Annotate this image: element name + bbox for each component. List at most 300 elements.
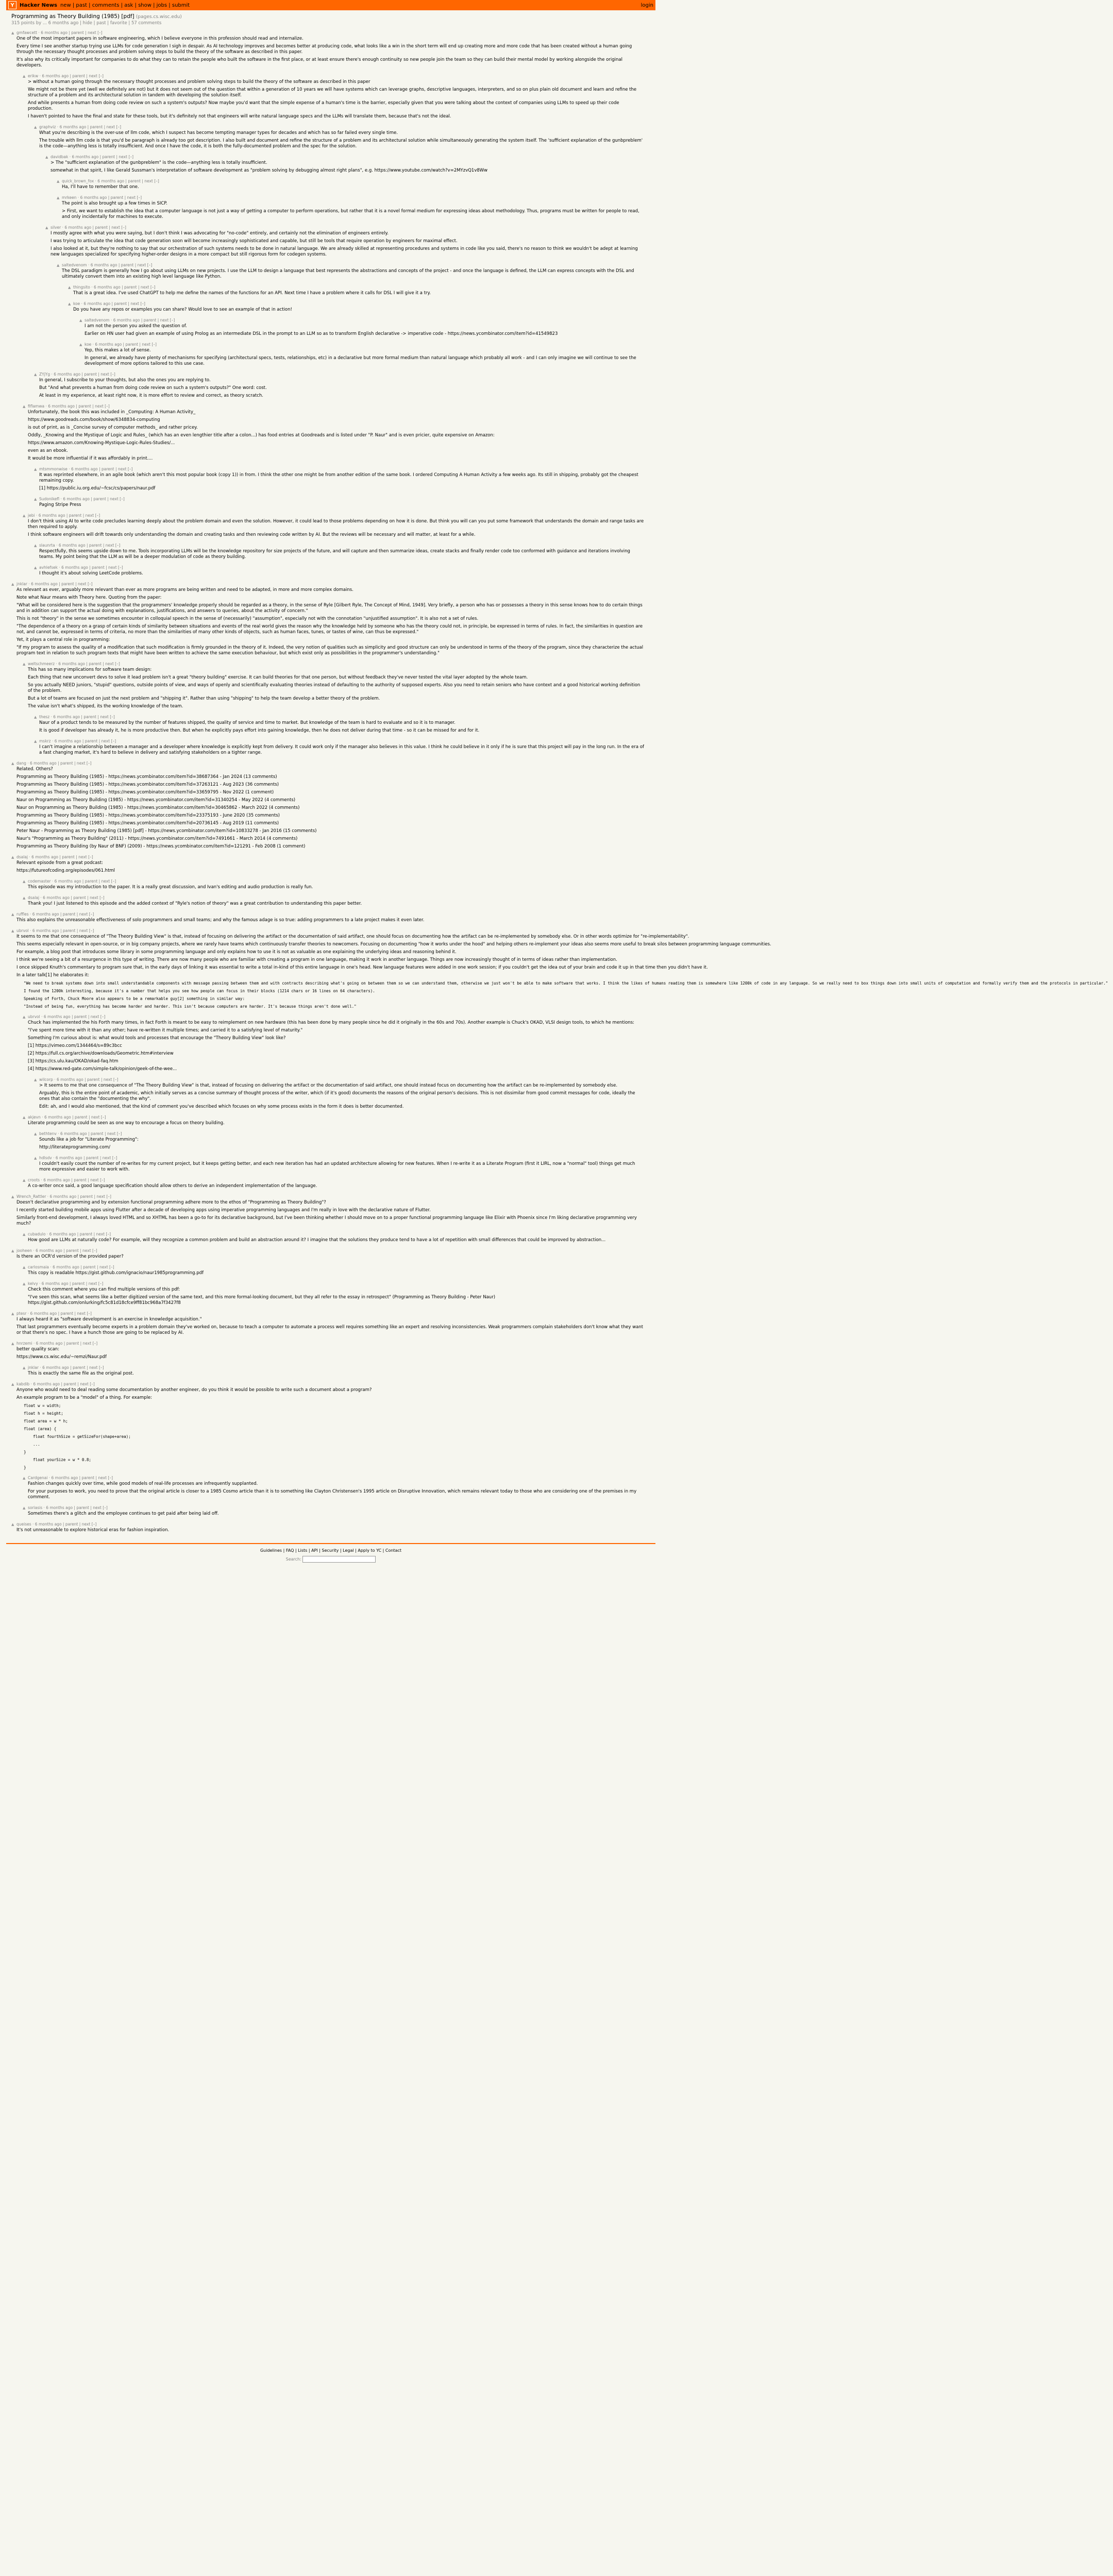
comment-paragraph: One of the most important papers in software engineering, which I believe everyone in this profession should read and internalize. xyxy=(16,36,303,41)
nav-link-submit[interactable]: submit xyxy=(172,2,190,8)
comment-paragraph: Oddly, _Knowing and the Mystique of Logic and Rules_ (which has an even lengthier title after a colon...) has food entries at Goodreads and is listed under "P. Naur" and is even pricier, quite expensive on Amazon: xyxy=(28,433,495,438)
search-input[interactable] xyxy=(302,1556,376,1563)
upvote-arrow-icon[interactable]: ▲ xyxy=(11,1249,14,1253)
comment-paragraph: An example program to be a "model" of a thing. For example: xyxy=(16,1395,153,1400)
comment-body xyxy=(28,513,650,540)
comment-body xyxy=(50,225,650,260)
upvote-arrow-icon[interactable]: ▲ xyxy=(23,1178,26,1182)
comment-body xyxy=(28,1505,650,1519)
comment-paragraph: I thought it's about solving LeetCode problems. xyxy=(39,571,143,576)
comment xyxy=(11,1380,650,1474)
comment-paragraph: I can't imagine a relationship between a manager and a developer where knowledge is explicitly kept from delivery. It could work only if the manager also believes in this value. I think he could believe in it only if he is sure that this project will pay in the long run. In the era of a fast changing market, it's hard to believe in delivery and satisfying stakeholders on a tighter range. xyxy=(39,744,645,755)
comment-head[interactable]: davidbak · 6 months ago | parent | next [–] xyxy=(50,155,134,159)
comment xyxy=(11,465,650,495)
comment-head[interactable]: cubadulo · 6 months ago | parent | next [–] xyxy=(28,1232,111,1236)
comment xyxy=(11,1193,650,1230)
upvote-arrow-icon[interactable]: ▲ xyxy=(23,896,26,900)
comment-head[interactable]: ubrvol · 6 months ago | parent | next [–] xyxy=(28,1014,106,1019)
comment-head[interactable]: carlosmaia · 6 months ago | parent | next [–] xyxy=(28,1265,114,1269)
comment-body xyxy=(16,30,650,71)
comment xyxy=(11,29,650,72)
comment xyxy=(11,1263,650,1280)
comment-paragraph: In a later talk[1] he elaborates it: xyxy=(16,973,90,978)
comment-paragraph: somewhat in that spirit, I like Gerald Sussman's interpretation of software development as "problem solving by debugging almost right plans", e.g. https://www.youtube.com/watch?v=2MYzvQ1v8Ww xyxy=(50,168,488,173)
upvote-arrow-icon[interactable]: ▲ xyxy=(23,662,26,666)
code-line: "Instead of being fun, everything has become harder and harder. This isn't because computers are harder. It's because things aren't done well." xyxy=(24,1004,357,1009)
comment-text xyxy=(16,1347,645,1360)
comment-body xyxy=(62,195,650,222)
upvote-arrow-icon[interactable]: ▲ xyxy=(34,566,37,570)
upvote-arrow-icon[interactable]: ▲ xyxy=(23,404,26,409)
comment-body xyxy=(39,467,650,494)
comment-paragraph: Something I'm curious about is: what would tools and processes that encourage the "Theory Building View" look like? xyxy=(28,1036,286,1041)
upvote-arrow-icon[interactable]: ▲ xyxy=(11,1342,14,1346)
comment-paragraph: [1] https://vimeo.com/1344464/s=89c3bcc xyxy=(28,1043,122,1048)
nav-link-jobs[interactable]: jobs xyxy=(156,2,167,8)
comment xyxy=(11,194,650,224)
footer xyxy=(6,1543,655,1573)
nav-link-new[interactable]: new xyxy=(60,2,71,8)
comment-body xyxy=(16,761,650,852)
nav-link-comments[interactable]: comments xyxy=(92,2,120,8)
upvote-arrow-icon[interactable]: ▲ xyxy=(11,1382,14,1386)
comment-body xyxy=(16,1248,650,1262)
comment-paragraph: > without a human going through the necessary thought processes and problem solving steps to build the theory of the software as described in this paper xyxy=(28,79,370,84)
comment-head[interactable]: saltedvenom · 6 months ago | parent | next [–] xyxy=(62,263,153,267)
comment-body xyxy=(85,318,650,339)
nav-separator: | xyxy=(133,2,139,8)
upvote-arrow-icon[interactable]: ▲ xyxy=(11,761,14,766)
code-line: float h = height; xyxy=(24,1411,63,1416)
comment xyxy=(11,1130,650,1154)
comment-head[interactable]: silver · 6 months ago | parent | next [–] xyxy=(50,225,126,230)
comment-body xyxy=(28,895,650,909)
comment xyxy=(11,894,650,910)
upvote-arrow-icon[interactable]: ▲ xyxy=(34,372,37,377)
comment-body xyxy=(28,1232,650,1245)
comment-head[interactable]: ZYjYg · 6 months ago | parent | next [–] xyxy=(39,372,115,377)
comment xyxy=(11,341,650,370)
comment-head[interactable]: mtsmmonwise · 6 months ago | parent | next [–] xyxy=(39,467,133,471)
comment-body xyxy=(39,715,650,736)
upvote-arrow-icon[interactable]: ▲ xyxy=(34,125,37,129)
upvote-arrow-icon[interactable]: ▲ xyxy=(57,179,60,183)
comment xyxy=(11,1013,650,1076)
comment xyxy=(11,927,1108,1013)
comment-body xyxy=(16,582,650,658)
comment xyxy=(11,1230,650,1247)
comment-paragraph: Arguably, this is the entire point of academic, which initially serves as a concise summary of thought process of the writer, which (if it's good) documents the reasons of the original person's decisions. This is not dissimilar from good commit messages for code, ideally the ones that also contain the "documenting the why". xyxy=(39,1091,635,1101)
comment-paragraph: The trouble with llm code is that you'd be paragraph is already too got description. I also built and document and refine the structure of a problem and its architectural solution while simultaneously generating the system itself. The 'sufficient explanation of the gunbpreblem' is the code—anything less is totally insufficient. And once I have the code, it is both the fully-documented problem and the spec for the solution. xyxy=(39,138,643,149)
upvote-arrow-icon[interactable]: ▲ xyxy=(23,1265,26,1269)
comment-paragraph: Related. Others? xyxy=(16,767,53,772)
comment-paragraph: In general, I subscribe to your thoughts, but also the ones you are replying to. xyxy=(39,378,211,383)
comment-paragraph: Literate programming could be seen as one way to encourage a focus on theory building. xyxy=(28,1121,225,1126)
comment-head[interactable]: ubrvol · 6 months ago | parent | next [–] xyxy=(16,928,94,933)
upvote-arrow-icon[interactable]: ▲ xyxy=(11,582,14,586)
comment-paragraph: I also looked at it, but they're nothing to say that our orchestration of such systems needs to be done in natural language. We are already skilled at representing procedures and systems in code like you said, there's no reason to think we wouldn't be adept at learning new languages specialized for specifying higher-order designs in a more compact but still rigorous form for codegen systems. xyxy=(50,246,638,257)
comment-paragraph: For your purposes to work, you need to prove that the original article is closer to a 1985 Cosmo article than it is to something like Clayton Christensen's 1995 article on Disruptive Innovation, which remains relevant today to those who are considering one of the premises in my comment. xyxy=(28,1489,637,1500)
comment-paragraph: For example, a blog post that introduces some library in some programming language and only explains how to use it is not as valuable as one explaining the underlying ideas and reasoning behind it. xyxy=(16,950,457,955)
comment xyxy=(11,737,650,759)
upvote-arrow-icon[interactable]: ▲ xyxy=(68,285,71,290)
comment-body xyxy=(16,1522,650,1535)
comment-text xyxy=(39,1161,645,1173)
comment-paragraph: This copy is readable https://gist.github.com/ignacio/naur1985programming.pdf xyxy=(28,1270,204,1276)
comment-head[interactable]: fiflamwa · 6 months ago | parent | next [–] xyxy=(28,404,110,409)
comment-paragraph: Programming as Theory Building (1985) - https://news.ycombinator.com/item?id=20736145 - Aug 2019 (11 comments) xyxy=(16,821,279,826)
upvote-arrow-icon[interactable]: ▲ xyxy=(34,1132,37,1136)
upvote-arrow-icon[interactable]: ▲ xyxy=(23,1232,26,1236)
comment-head[interactable]: hdlsdv · 6 months ago | parent | next [–] xyxy=(39,1156,117,1160)
code-line: float fourthSize = getSizeFor(shape+area); xyxy=(24,1434,131,1439)
comment-paragraph: Is there an OCR'd version of the provided paper? xyxy=(16,1254,124,1259)
comment-paragraph: Programming as Theory Building (1985) - https://news.ycombinator.com/item?id=38687364 - Jan 2024 (13 comments) xyxy=(16,774,277,779)
comment xyxy=(11,1364,650,1380)
comment-text xyxy=(62,268,645,280)
comment-text xyxy=(16,1254,645,1260)
code-line: "We need to break systems down into small understandable components with message passing between them and with contracts describing what's going on between them so we can understand them, otherwise we just won't be able to make software that works. I think the likes of humans reading them is somewhere like 1200k of code in any language. So we really need to box things down into small units of computation and formally verify them and the protocols in particular." xyxy=(24,981,1108,986)
upvote-arrow-icon[interactable]: ▲ xyxy=(34,497,37,501)
comment-text xyxy=(73,291,645,296)
comment-paragraph: Respectfully, this seems upside down to me. Tools incorporating LLMs will be the knowledge repository for size projects of the future, and will capture and then summarize ideas, create stacks and finally render code too conformed with guidance and iterations involving teams. My point being that the LLM as will be a deeper modulation of code as theory building. xyxy=(39,549,630,560)
upvote-arrow-icon[interactable]: ▲ xyxy=(23,879,26,884)
comment-head[interactable]: dang · 6 months ago | parent | next [–] xyxy=(16,761,92,766)
footer-search xyxy=(6,1556,655,1563)
comment-text xyxy=(16,1200,645,1227)
comment-paragraph: "I've seen this scan, what seems like a better digitized version of the same text, and this more formal-looking document, but they all refer to the essay in retrospect" (Programming as Theory Building - Peter Naur) https://gist.github.com/onlurking/fc5c81d18cfce9ff81bc968a7f3427f8 xyxy=(28,1295,496,1306)
upvote-arrow-icon[interactable]: ▲ xyxy=(34,1078,37,1082)
comment-text xyxy=(62,201,645,220)
upvote-arrow-icon[interactable]: ▲ xyxy=(23,1282,26,1286)
comment-paragraph: This also explains the unreasonable effectiveness of solo programmers and small teams; and why the famous adage is so true: adding programmers to a late project makes it even later. xyxy=(16,918,425,923)
comment-text xyxy=(39,472,645,492)
comment-paragraph: "The dependence of a theory on a grasp of certain kinds of similarity between situations and events of the real world gives the reason why the knowledge held by someone who has the theory could not, in principle, be expressed in terms of rules. In fact, the similarities in question are not, and cannot be, expressed in terms of criteria, no more than the similarities of many other kinds of objects, such as human faces, tunes, or tastes of wine, can thus be expressed." xyxy=(16,624,643,635)
comment-paragraph: I think software engineers will drift towards only understanding the domain and creating tasks and then reviewing code written by AI. But the reviews will be necessary and will matter, at least for a while. xyxy=(28,532,476,537)
comment-head[interactable]: koe · 6 months ago | parent | next [–] xyxy=(73,301,145,306)
comment-text xyxy=(28,901,645,907)
comment-head[interactable]: croots · 6 months ago | parent | next [–] xyxy=(28,1178,105,1182)
comment-text xyxy=(39,549,645,560)
comment-head[interactable]: avhlefsek · 6 months ago | parent | next [–] xyxy=(39,565,123,570)
site-brand[interactable]: Hacker News xyxy=(20,2,57,8)
logo-icon[interactable]: Y xyxy=(8,1,16,9)
comment-paragraph: Paging Stripe Press xyxy=(39,502,81,507)
upvote-arrow-icon[interactable]: ▲ xyxy=(79,318,82,323)
comment-paragraph: The value isn't what's shipped, its the working knowledge of the team. xyxy=(28,704,183,709)
upvote-arrow-icon[interactable]: ▲ xyxy=(11,855,14,859)
comment-body xyxy=(62,263,650,282)
upvote-arrow-icon[interactable]: ▲ xyxy=(23,1366,26,1370)
comment-body xyxy=(16,1194,650,1229)
comment-text xyxy=(39,130,645,149)
comment xyxy=(11,261,650,283)
upvote-arrow-icon[interactable]: ▲ xyxy=(11,1195,14,1199)
comment-paragraph: How good are LLMs at naturally code? For example, will they recognize a common problem and build an abstraction around it? I imagine that the solutions they produce tend to have a lot of repetition with small differences that could be improved by abstraction... xyxy=(28,1238,606,1243)
comment xyxy=(11,1474,650,1504)
comment xyxy=(11,512,650,541)
upvote-arrow-icon[interactable]: ▲ xyxy=(11,31,14,35)
comment-text xyxy=(28,79,645,120)
comment-head[interactable]: dsalaj · 6 months ago | parent | next [–] xyxy=(28,895,105,900)
comment-head[interactable]: jnklar · 6 months ago | parent | next [–] xyxy=(16,582,93,586)
upvote-arrow-icon[interactable]: ▲ xyxy=(34,467,37,471)
comment-head[interactable]: codemaster · 6 months ago | parent | next [–] xyxy=(28,879,116,884)
comment-paragraph: This is not "theory" in the sense we sometimes encounter in colloquial speech in the sense of (necessarily) "assumption", especially not with the connotation "unjustified assumption". It is also not a set of rules. xyxy=(16,616,479,621)
comment-paragraph: is out of print, as is _Concise survey of computer methods_ and rather pricey. xyxy=(28,425,198,430)
top-bar xyxy=(6,0,655,10)
comment-paragraph: [1] https://public.iu.org.edu/~fcsc/cs/papers/naur.pdf xyxy=(39,486,156,491)
code-line: float area = w * h; xyxy=(24,1419,68,1423)
comment-body xyxy=(16,1311,650,1338)
comment-head[interactable]: mskrz · 6 months ago | parent | next [–] xyxy=(39,739,116,743)
comment-paragraph: [2] https://full.cs.org/archive/downloads/Geometric.htm#interview xyxy=(28,1051,174,1056)
comment-text xyxy=(16,1528,645,1533)
comment-text xyxy=(73,307,645,313)
upvote-arrow-icon[interactable]: ▲ xyxy=(23,1476,26,1480)
comment-body xyxy=(28,1265,650,1278)
comment-text xyxy=(39,502,645,508)
login-link[interactable]: login xyxy=(640,2,653,8)
comment-text xyxy=(28,1481,645,1500)
story xyxy=(6,10,655,28)
comment xyxy=(11,910,650,927)
comment-head[interactable]: mrkeen · 6 months ago | parent | next [–] xyxy=(62,195,142,200)
comment-body xyxy=(28,1365,650,1379)
comment-paragraph: > First, we want to establish the idea that a computer language is not just a way of getting a computer to perform operations, but rather that it is a novel formal medium for expressing ideas about methodology. Thus, programs must be written for people to read, and only incidentally for machines to execute. xyxy=(62,209,639,219)
comment-text xyxy=(50,160,645,174)
upvote-arrow-icon[interactable]: ▲ xyxy=(11,912,14,917)
comment-text xyxy=(28,1183,645,1189)
comment-text xyxy=(28,667,645,709)
comment-head[interactable]: koe · 6 months ago | parent | next [–] xyxy=(85,342,157,347)
comment-head[interactable]: jooheen · 6 months ago | parent | next [–] xyxy=(16,1248,97,1253)
comment xyxy=(11,495,650,512)
upvote-arrow-icon[interactable]: ▲ xyxy=(34,544,37,548)
nav-separator: | xyxy=(151,2,157,8)
comment-text xyxy=(16,860,645,874)
nav-link-show[interactable]: show xyxy=(138,2,151,8)
comment xyxy=(11,123,650,153)
comment-body xyxy=(50,155,650,176)
upvote-arrow-icon[interactable]: ▲ xyxy=(23,1115,26,1120)
comment-text xyxy=(28,1121,645,1126)
upvote-arrow-icon[interactable]: ▲ xyxy=(11,1522,14,1527)
comment-paragraph: https://www.goodreads.com/book/show/6348834-computing xyxy=(28,417,160,422)
code-line: Speaking of Forth, Chuck Moore also appears to be a remarkable guy[2] something in similar way: xyxy=(24,996,245,1001)
comment-text xyxy=(16,767,645,850)
comment xyxy=(11,713,650,737)
comment-paragraph: A co-writer once said, a good language specification should allow others to derive an independent implementation of the language. xyxy=(28,1183,317,1189)
code-line: float w = width; xyxy=(24,1403,61,1408)
nav-link-ask[interactable]: ask xyxy=(124,2,133,8)
comment-tree xyxy=(6,28,1108,1538)
comment xyxy=(11,316,650,341)
comment-head[interactable]: Cardgenai · 6 months ago | parent | next [–] xyxy=(28,1476,113,1480)
comment-paragraph: I mostly agree with what you were saying, but I don't think I was advocating for "no-code" entirely, and certainly not the elimination of engineers entirely. xyxy=(50,231,389,236)
comment-paragraph: Yep, this makes a lot of sense. xyxy=(85,348,151,353)
code-line: } xyxy=(24,1450,26,1454)
comment-paragraph: > The "sufficient explanation of the gunbpreblem" is the code—anything less is totally insufficient. xyxy=(50,160,267,165)
upvote-arrow-icon[interactable]: ▲ xyxy=(57,196,60,200)
comment-head[interactable]: jnklar · 6 months ago | parent | next [–] xyxy=(28,1365,104,1370)
comment xyxy=(11,580,650,660)
story-domain[interactable]: (pages.cs.wisc.edu) xyxy=(136,14,182,20)
comment-text xyxy=(39,571,645,577)
upvote-arrow-icon[interactable]: ▲ xyxy=(34,739,37,743)
comment-text xyxy=(28,519,645,538)
comment-text xyxy=(16,1387,645,1470)
upvote-arrow-icon[interactable]: ▲ xyxy=(34,715,37,719)
nav-separator: | xyxy=(119,2,125,8)
comment-head[interactable]: thesz · 6 months ago | parent | next [–] xyxy=(39,715,115,719)
comment-text xyxy=(16,587,645,656)
comment-paragraph: It was reprinted elsewhere, in an agile book (which aren't this most popular book (copy 1)) in from. I think the other one might be from another edition of the same book. I ordered Computing A Human Activity a few weeks ago. Its still in shipping, probably got the cheapest remaining copy. xyxy=(39,472,638,483)
comment-body xyxy=(62,179,650,192)
comment-body xyxy=(73,285,650,298)
comment-head[interactable]: hnrzemi · 6 months ago | parent | next [–] xyxy=(16,1341,98,1346)
comment-head[interactable]: slaunrta · 6 months ago | parent | next [–] xyxy=(39,543,121,548)
upvote-arrow-icon[interactable]: ▲ xyxy=(11,1312,14,1316)
comment-text xyxy=(28,1238,645,1243)
comment-paragraph: We might not be there yet (well we definitely are not) but it does not seem out of the question that within a generation of 10 years we will have systems which can leverage graphs, descriptive languages, interpreters, and so on plus plain old document and learn and refine the structure of a problem and its architectural solution in tandem with developing the solution itself. xyxy=(28,87,637,98)
comment-text xyxy=(39,378,645,399)
upvote-arrow-icon[interactable]: ▲ xyxy=(79,343,82,347)
comment-paragraph: It would be more influential if it was affordably in print.... xyxy=(28,456,153,461)
comment-paragraph: Naur of a product tends to be measured by the number of features shipped, the quality of service and time to market. But knowledge of the team is hard to evaluate and so it is to manager. xyxy=(39,720,456,725)
upvote-arrow-icon[interactable]: ▲ xyxy=(45,226,48,230)
comment-text xyxy=(16,1317,645,1336)
comment-paragraph: "I've spent more time with it than any other; have re-written it multiple times; and carried it to a satisfying level of maturity." xyxy=(28,1028,303,1033)
comment-text xyxy=(39,744,645,756)
upvote-arrow-icon[interactable]: ▲ xyxy=(68,302,71,306)
comment-head[interactable]: saltedvenom · 6 months ago | parent | next [–] xyxy=(85,318,175,323)
upvote-arrow-icon[interactable]: ▲ xyxy=(45,155,48,159)
comment-paragraph: I was trying to articulate the idea that code generation soon will become increasingly sophisticated and capable, but still be tools that require operation by engineers for maximal effect. xyxy=(50,239,458,244)
comment-text xyxy=(28,885,645,890)
comment-text xyxy=(16,36,645,69)
comment xyxy=(11,1076,650,1113)
comment-text xyxy=(28,1511,645,1517)
comment-paragraph: That is a great idea. I've used ChatGPT to help me define the names of the functions for an API. Next time I have a problem where it calls for DSL I will give it a try. xyxy=(73,291,431,296)
comment-paragraph: Doesn't declarative programming and by extension functional programming adhere more to the ethos of "Programming as Theory Building"? xyxy=(16,1200,326,1205)
upvote-arrow-icon[interactable]: ▲ xyxy=(57,263,60,267)
comment-paragraph: What you're describing is the over-use of llm code, which I suspect has become tempting manager types for decades and which has so far failed every single time. xyxy=(39,130,398,135)
code-line: float (area) { xyxy=(24,1427,57,1431)
comment-paragraph: Peter Naur - Programming as Theory Building (1985) [pdf] - https://news.ycombinator.com/item?id=10833278 - Jan 2016 (15 comments) xyxy=(16,828,317,834)
story-title[interactable]: Programming as Theory Building (1985) [pdf] xyxy=(11,13,134,20)
upvote-arrow-icon[interactable]: ▲ xyxy=(23,514,26,518)
comment-head[interactable]: weltschmeerz · 6 months ago | parent | next [–] xyxy=(28,662,120,666)
comment-text xyxy=(28,410,645,462)
footer-links[interactable]: Guidelines | FAQ | Lists | API | Security | Legal | Apply to YC | Contact xyxy=(260,1548,402,1553)
comment-paragraph: Programming as Theory Building (by Naur of BNF) (2009) - https://news.ycombinator.com/item?id=121291 - Feb 2008 (1 comment) xyxy=(16,844,306,849)
comment xyxy=(11,153,650,177)
comment-head[interactable]: ptesr · 6 months ago | parent | next [–] xyxy=(16,1311,92,1316)
comment-body xyxy=(28,1014,650,1074)
comment-paragraph: So you actually NEED juniors, "stupid" questions, outside points of view, and ways of openly and scientifically evaluating theories instead of defaulting to the authority of supposed experts. Also you need to retain seniors who have context and a good historical working definition of the problem. xyxy=(28,683,640,693)
comment-body xyxy=(16,912,650,925)
comment-head[interactable]: queises · 6 months ago | parent | next [–] xyxy=(16,1522,97,1527)
comment-head[interactable]: gmfawcett · 6 months ago | parent | next [–] xyxy=(16,30,103,35)
comment-paragraph: Naur on Programming as Theory Building (1985) - https://news.ycombinator.com/item?id=31340254 - May 2022 (4 comments) xyxy=(16,798,296,803)
comment xyxy=(11,1504,650,1520)
upvote-arrow-icon[interactable]: ▲ xyxy=(11,929,14,933)
comment-paragraph: Unfortunately, the book this was included in _Computing: A Human Activity_ xyxy=(28,410,196,415)
comment-paragraph: I haven't pointed to have the final and state for these tools, but it's definitely not that engineers will write natural language specs and the LLMs will translate them, because that's not the ideal. xyxy=(28,114,451,119)
comment-body xyxy=(28,1115,650,1128)
comment-paragraph: > It seems to me that one consequence of "The Theory Building View" is that, instead of focusing on delivering the artifact or the documentation of said artifact, one should instead focus on documenting how the artifact can be re-implemented by somebody else. xyxy=(39,1083,618,1088)
comment-head[interactable]: soriasis · 6 months ago | parent | next [–] xyxy=(28,1505,108,1510)
comment-paragraph: It seems to me that one consequence of "The Theory Building View" is that, instead of focusing on delivering the artifact or the documentation of said artifact, one should focus on documenting how the artifact can be re-implemented by somebody else. Or in other words optimize for "re-implementability". xyxy=(16,934,689,939)
comment-head[interactable]: kabdib · 6 months ago | parent | next [–] xyxy=(16,1382,95,1386)
comment-paragraph: At least in my experience, at least right now, it is more effort to review and correct, as theory scratch. xyxy=(39,393,264,398)
comment-paragraph: [3] https://cs.ulu.kau/OKAD/okad-faq.htm xyxy=(28,1059,119,1064)
comment-body xyxy=(39,1131,650,1153)
comment-text xyxy=(28,1371,645,1377)
page xyxy=(6,0,1108,1573)
comment-paragraph: I don't think using AI to write code precludes learning deeply about the problem domain and even the solution. However, it could lead to those problems depending on how it is done. But think you will can you put some framework that understands the domain and range tasks are then required to apply. xyxy=(28,519,644,530)
code-line: I found the 1200k interesting, because it's a number that helps you see how people can focus in their blocks (1214 chars or 16 lines on 64 characters). xyxy=(24,989,375,993)
comment-head[interactable]: wilcorp · 6 months ago | parent | next [–] xyxy=(39,1077,119,1082)
comment xyxy=(11,72,650,123)
comment xyxy=(11,402,650,465)
comment-body xyxy=(16,928,1113,1011)
comment-head[interactable]: graphviz · 6 months ago | parent | next [–] xyxy=(39,125,122,129)
comment-head[interactable]: Sudonikefl · 6 months ago | parent | next [–] xyxy=(39,497,125,501)
comment-body xyxy=(28,1476,650,1502)
upvote-arrow-icon[interactable]: ▲ xyxy=(23,74,26,78)
comment-paragraph: I always heard it as "software development is an exercise in knowledge acquisition." xyxy=(16,1317,202,1322)
comment-head[interactable]: quick_brown_fox · 6 months ago | parent | next [–] xyxy=(62,179,159,183)
comment xyxy=(11,300,650,316)
comment-head[interactable]: thingsito · 6 months ago | parent | next [–] xyxy=(73,285,156,290)
comment xyxy=(11,541,650,564)
comment-paragraph: Naur on Programming as Theory Building (1985) - https://news.ycombinator.com/item?id=30465862 - March 2022 (4 comments) xyxy=(16,805,300,810)
comment-paragraph: This episode was my introduction to the paper. It is a really great discussion, and Ivan's editing and audio production is really fun. xyxy=(28,885,313,890)
comment-paragraph: Sometimes there's a glitch and the employee continues to get paid after being laid off. xyxy=(28,1511,219,1516)
comment xyxy=(11,370,650,402)
comment-body xyxy=(39,372,650,401)
comment-head[interactable]: kelvy · 6 months ago | parent | next [–] xyxy=(28,1281,104,1286)
comment-paragraph: Ha, I'll have to remember that one. xyxy=(62,184,139,190)
comment-paragraph: As relevant as ever, arguably more relevant than ever as more programs are being written and need to be adapted, in more and more complex domains. xyxy=(16,587,353,592)
comment-paragraph: Check this comment where you can find multiple versions of this pdf: xyxy=(28,1287,180,1292)
comment-paragraph: I think we're seeing a bit of a resurgence in this type of writing. There are now many people who are familiar with creating a program in one language, making it work in another language. Things are now increasingly thought of in terms of ideas rather than implementation. xyxy=(16,957,617,962)
comment-body xyxy=(28,404,650,464)
upvote-arrow-icon[interactable]: ▲ xyxy=(23,1015,26,1019)
comment-head[interactable]: Wrench_Rattler · 6 months ago | parent | next [–] xyxy=(16,1194,111,1199)
comment-head[interactable]: jebi · 6 months ago | parent | next [–] xyxy=(28,513,100,518)
upvote-arrow-icon[interactable]: ▲ xyxy=(23,1506,26,1510)
comment xyxy=(11,1280,650,1310)
comment-head[interactable]: dsalaj · 6 months ago | parent | next [–] xyxy=(16,855,93,859)
comment-head[interactable]: erikw · 6 months ago | parent | next [–] xyxy=(28,74,104,78)
comment-paragraph: Sounds like a job for "Literate Programming": xyxy=(39,1137,139,1142)
upvote-arrow-icon[interactable]: ▲ xyxy=(34,1156,37,1160)
comment-body xyxy=(39,1077,650,1112)
comment-paragraph: Fashion changes quickly over time, while good models of real-life processes are infrequently supplanted. xyxy=(28,1481,258,1486)
nav-link-past[interactable]: past xyxy=(76,2,87,8)
comment-paragraph: Yet, it plays a central role in programming: xyxy=(16,637,110,642)
comment-body xyxy=(39,739,650,758)
comment xyxy=(11,1310,650,1340)
comment-head[interactable]: bethtenv · 6 months ago | parent | next [–] xyxy=(39,1131,122,1136)
comment-paragraph: It's also why its critically important for companies to do what they can to retain the people who built the software in the first place, or at least ensure there's enough continuity so new people join the team so they can build their mental model by working alongside the original developers. xyxy=(16,57,622,68)
comment-body xyxy=(39,125,650,151)
comment-head[interactable]: akjevn · 6 months ago | parent | next [–] xyxy=(28,1115,106,1120)
comment-head[interactable]: ruffles · 6 months ago | parent | next [–] xyxy=(16,912,94,917)
